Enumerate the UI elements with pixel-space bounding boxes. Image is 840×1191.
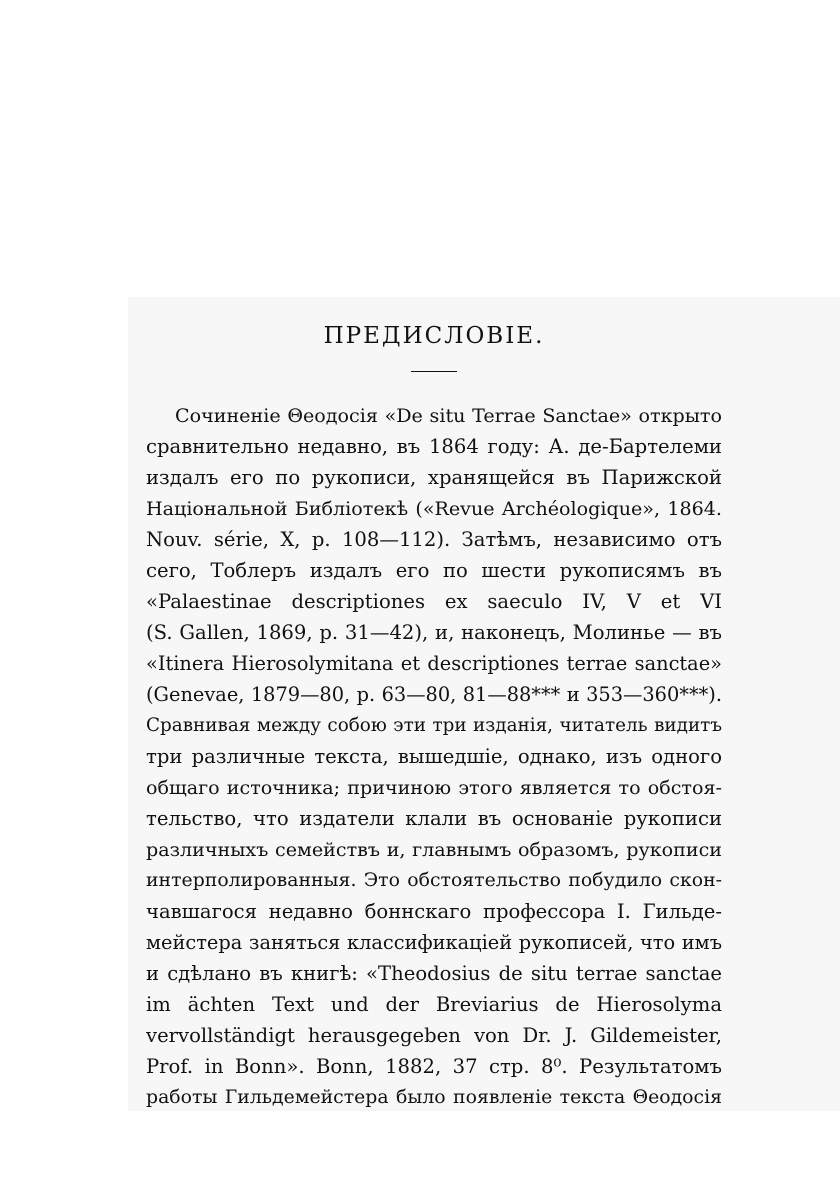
text-line: мейстера заняться классификаціей рукописей, что имъ xyxy=(146,931,722,954)
text-line: различныхъ семействъ и, главнымъ образомъ, рукописи xyxy=(146,838,722,861)
text-line: и сдѣлано въ книгѣ: «Theodosius de situ terrae sanctae xyxy=(146,962,722,985)
text-line: (Genevae, 1879—80, p. 63—80, 81—88*** и 353—360***). xyxy=(146,683,722,706)
text-line: im ächten Text und der Breviarius de Hierosolyma xyxy=(146,993,722,1016)
text-line: три различные текста, вышедшіе, однако, изъ одного xyxy=(146,745,722,768)
text-line: Сочиненіе Θеодосія «De situ Terrae Sanctae» открыто xyxy=(175,404,722,427)
text-line: «Palaestinae descriptiones ex saeculo IV, V et VI xyxy=(146,590,722,613)
page-title: ПРЕДИСЛОВІЕ. xyxy=(323,323,545,349)
title-divider xyxy=(411,371,457,372)
document-page xyxy=(146,318,722,1113)
text-line: Національной Библіотекѣ («Revue Archéologique», 1864. xyxy=(146,497,722,520)
text-line: работы Гильдемейстера было появленіе текста Θеодосія xyxy=(146,1087,722,1108)
body-text xyxy=(146,400,722,1113)
text-line: сравнительно недавно, въ 1864 году: А. де-Бартелеми xyxy=(146,435,722,458)
text-line: Nouv. série, X, p. 108—112). Затѣмъ, независимо отъ xyxy=(146,528,722,551)
text-line: чавшагося недавно боннскаго профессора I. Гильде- xyxy=(146,900,722,923)
text-line: издалъ его по рукописи, хранящейся въ Парижской xyxy=(146,466,722,489)
text-line: тельство, что издатели клали въ основаніе рукописи xyxy=(146,807,722,830)
text-line: сего, Тоблеръ издалъ его по шести рукописямъ въ xyxy=(146,559,722,582)
text-line: интерполированныя. Это обстоятельство побудило скон- xyxy=(146,870,722,891)
text-line: «Itinera Hierosolymitana et descriptiones terrae sanctae» xyxy=(146,652,722,675)
text-line: Prof. in Bonn». Bonn, 1882, 37 стр. 8⁰. Результатомъ xyxy=(146,1055,722,1078)
text-line: общаго источника; причиною этого является то обстоя- xyxy=(146,776,722,799)
text-line: vervollständigt herausgegeben von Dr. J. Gildemeister, xyxy=(146,1024,722,1047)
text-line: Сравнивая между собою эти три изданія, читатель видитъ xyxy=(146,715,722,736)
text-line: (S. Gallen, 1869, p. 31—42), и, наконецъ, Молинье — въ xyxy=(146,621,722,644)
